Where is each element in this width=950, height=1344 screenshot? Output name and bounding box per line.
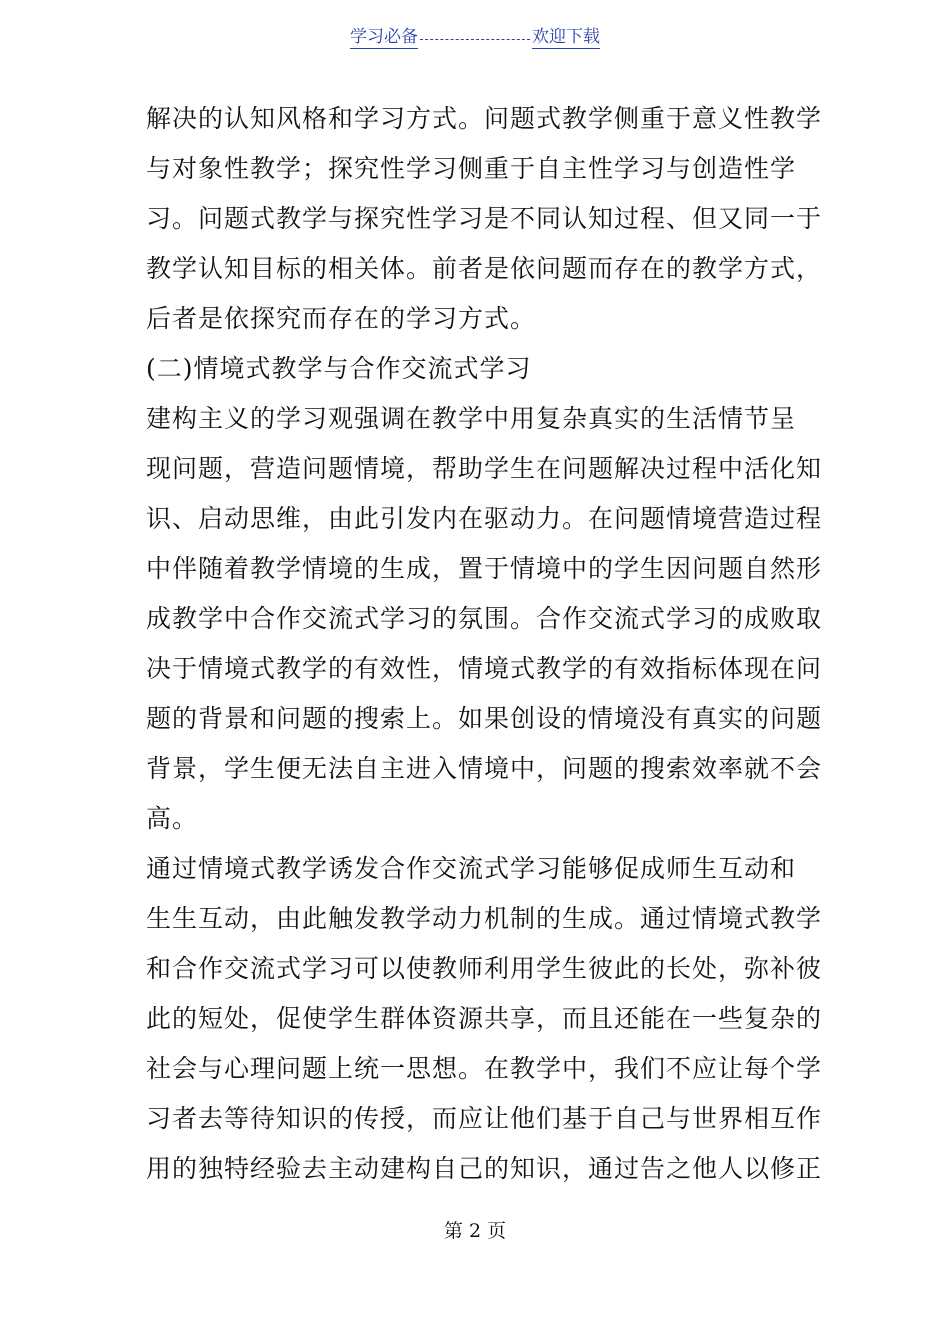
text-line: 此的短处，促使学生群体资源共享，而且还能在一些复杂的	[146, 1004, 823, 1033]
text-line: 和合作交流式学习可以使教师利用学生彼此的长处，弥补彼	[146, 954, 823, 983]
text-line: 现问题，营造问题情境，帮助学生在问题解决过程中活化知	[146, 454, 823, 483]
section-heading: (二)情境式教学与合作交流式学习	[146, 354, 532, 383]
header-dash-divider	[420, 38, 530, 40]
text-line: 生生互动，由此触发教学动力机制的生成。通过情境式教学	[146, 904, 823, 933]
text-line: 习。问题式教学与探究性学习是不同认知过程、但又同一于	[146, 204, 823, 233]
header-link-study[interactable]: 学习必备	[350, 22, 418, 49]
text-line: 解决的认知风格和学习方式。问题式教学侧重于意义性教学	[146, 104, 823, 133]
text-line: 后者是依探究而存在的学习方式。	[146, 304, 537, 333]
text-line: 背景，学生便无法自主进入情境中，问题的搜索效率就不会	[146, 754, 823, 783]
page-header	[0, 22, 950, 49]
text-line: 中伴随着教学情境的生成，置于情境中的学生因问题自然形	[146, 554, 823, 583]
text-line: 成教学中合作交流式学习的氛围。合作交流式学习的成败取	[146, 604, 823, 633]
page-number: 第 2 页	[443, 1220, 507, 1242]
text-line: 教学认知目标的相关体。前者是依问题而存在的教学方式，	[146, 254, 823, 283]
text-line: 高。	[146, 804, 199, 833]
text-line: 通过情境式教学诱发合作交流式学习能够促成师生互动和	[146, 854, 797, 883]
text-line: 题的背景和问题的搜索上。如果创设的情境没有真实的问题	[146, 704, 823, 733]
header-link-download[interactable]: 欢迎下载	[532, 22, 600, 49]
text-line: 与对象性教学；探究性学习侧重于自主性学习与创造性学	[146, 154, 797, 183]
text-line: 决于情境式教学的有效性，情境式教学的有效指标体现在问	[146, 654, 823, 683]
text-line: 识、启动思维，由此引发内在驱动力。在问题情境营造过程	[146, 504, 823, 533]
text-line: 习者去等待知识的传授，而应让他们基于自己与世界相互作	[146, 1104, 823, 1133]
text-line: 用的独特经验去主动建构自己的知识，通过告之他人以修正	[146, 1154, 823, 1183]
text-line: 建构主义的学习观强调在教学中用复杂真实的生活情节呈	[146, 404, 797, 433]
text-line: 社会与心理问题上统一思想。在教学中，我们不应让每个学	[146, 1054, 823, 1083]
document-body	[146, 94, 823, 1194]
